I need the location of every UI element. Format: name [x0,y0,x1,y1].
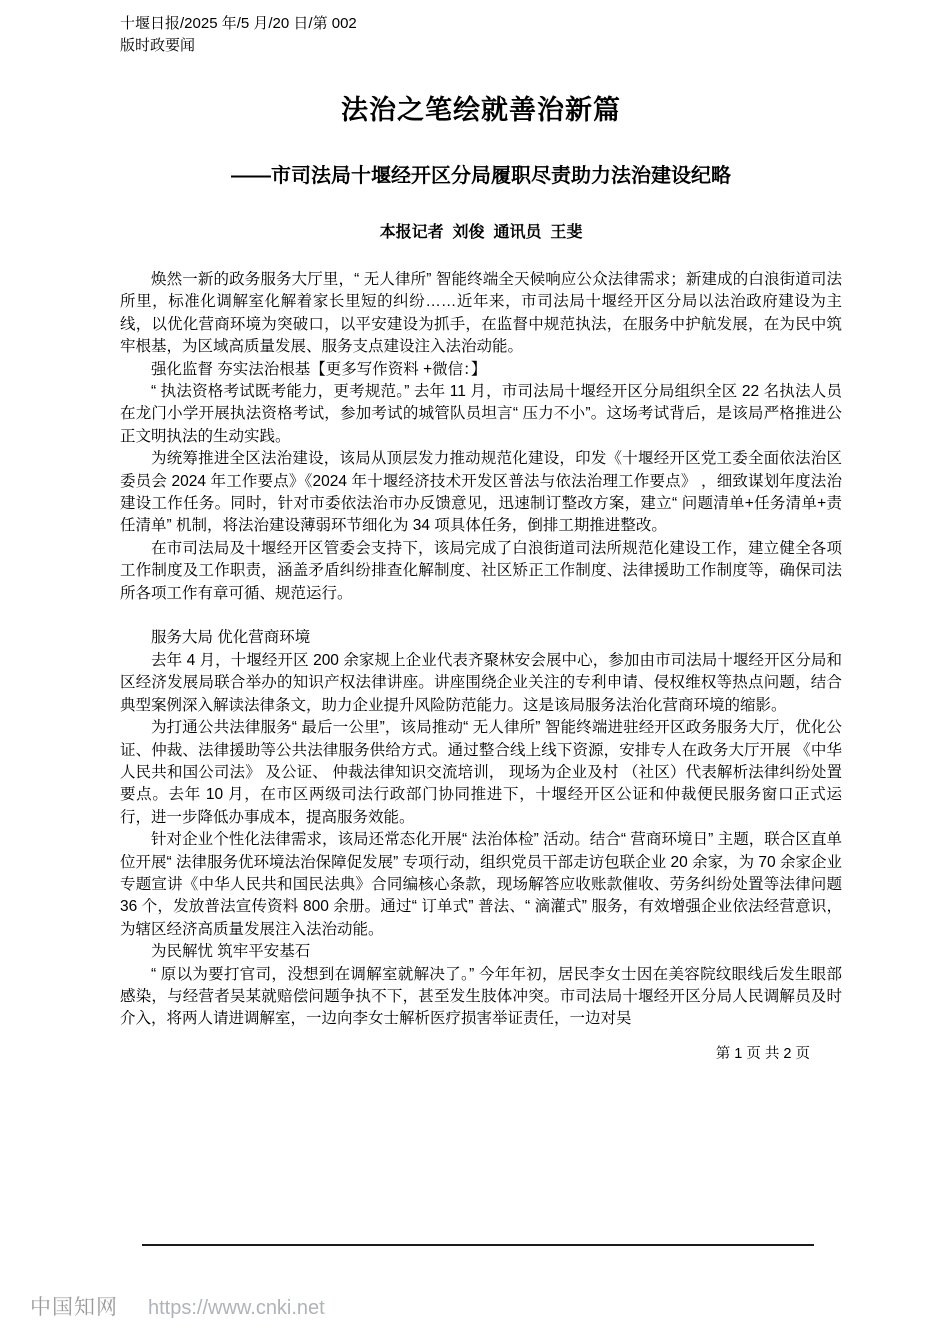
source-header-line-1: 十堰日报/2025 年/5 月/20 日/第 002 [120,15,357,32]
paragraph-3: 为统筹推进全区法治建设，该局从顶层发力推动规范化建设，印发《十堰经开区党工委全面依法治区委员会 2024 年工作要点》《2024 年十堰经济技术开发区普法与依法治理工作要点》 ，细致谋划年度法治建设工作任务。同时，针对市委依法治市办反馈意见，迅速制订整改方案，建立“ 问题清单+任务清单+责任清单” 机制，将法治建设薄弱环节细化为 34 项具体任务，倒排工期推进整改。 [120,450,842,535]
cnki-brand-logo: 中国知网 [30,1296,118,1319]
cnki-footer [30,1291,325,1321]
page-indicator: 第 1 页 共 2 页 [715,1045,810,1062]
source-header [120,0,842,57]
paragraph-8: “ 原以为要打官司，没想到在调解室就解决了。” 今年年初，居民李女士因在美容院纹眼线后发生眼部感染，与经营者吴某就赔偿问题争执不下，甚至发生肢体冲突。市司法局十堰经开区分局人民调解员及时介入，将两人请进调解室，一边向李女士解析医疗损害举证责任，一边对吴 [120,965,842,1028]
document-content [120,0,842,1063]
article-subtitle: ——市司法局十堰经开区分局履职尽责助力法治建设纪略 [231,165,731,187]
article-byline: 本报记者 刘俊 通讯员 王斐 [379,224,583,241]
paragraph-4: 在市司法局及十堰经开区管委会支持下，该局完成了白浪街道司法所规范化建设工作，建立健全各项工作制度及工作职责，涵盖矛盾纠纷排查化解制度、社区矫正工作制度、法律援助工作制度等，确保司法所各项工作有章可循、规范运行。 [120,539,842,602]
section-heading-supervision: 强化监督 夯实法治根基【更多写作资料 +微信：】 [151,360,487,378]
paragraph-6: 为打通公共法律服务“ 最后一公里”，该局推动“ 无人律所” 智能终端进驻经开区政务服务大厅，优化公证、仲裁、法律援助等公共法律服务供给方式。通过整合线上线下资源，安排专人在政务大厅开展 《中华人民共和国公司法》 及公证、 仲裁法律知识交流培训， 现场为企业及村 （社区）代表解析法律纠纷处置要点。去年 10 月，在市区两级司法行政部门协同推进下，十堰经开区公证和仲裁便民服务窗口正式运行，进一步降低办事成本，提高服务效能。 [120,719,842,826]
section-heading-business: 服务大局 优化营商环境 [151,629,311,647]
paragraph-2: “ 执法资格考试既考能力，更考规范。” 去年 11 月，市司法局十堰经开区分局组织全区 22 名执法人员在龙门小学开展执法资格考试，参加考试的城管队员坦言“ 压力不小”。这场考试背后，是该局严格推进公正文明执法的生动实践。 [120,383,842,445]
paragraph-5: 去年 4 月，十堰经开区 200 余家规上企业代表齐聚林安会展中心，参加由市司法局十堰经开区分局和区经济发展局联合举办的知识产权法律讲座。讲座围绕企业关注的专利申请、侵权维权等热点问题，结合典型案例深入解读法律条文，助力企业提升风险防范能力。这是该局服务法治化营商环境的缩影。 [120,651,842,714]
footer-divider [142,1244,814,1246]
article-body [120,269,842,1031]
cnki-url-link[interactable]: https://www.cnki.net [148,1297,325,1319]
paragraph-7: 针对企业个性化法律需求，该局还常态化开展“ 法治体检” 活动。结合“ 营商环境日” 主题，联合区直单位开展“ 法律服务优环境法治保障促发展” 专项行动，组织党员干部走访包联企业 20 余家，为 70 余家企业专题宣讲《中华人民共和国民法典》合同编核心条款，现场解答应收账款催收、劳务纠纷处置等法律问题 36 个，发放普法宣传资料 800 余册。通过“ 订单式” 普法、“ 滴灌式” 服务，有效增强企业依法经营意识，为辖区经济高质量发展注入法治动能。 [120,831,842,938]
article-title: 法治之笔绘就善治新篇 [341,95,621,125]
paragraph-1: 焕然一新的政务服务大厅里，“ 无人律所” 智能终端全天候响应公众法律需求；新建成的白浪街道司法所里，标准化调解室化解着家长里短的纠纷……近年来，市司法局十堰经开区分局以法治政府建设为主线，以优化营商环境为突破口，以平安建设为抓手，在监督中规范执法，在服务中护航发展，在为民中筑牢根基，为区域高质量发展、服务支点建设注入法治动能。 [120,271,842,356]
section-heading-people: 为民解忧 筑牢平安基石 [151,943,311,961]
source-header-line-2: 版时政要闻 [120,37,196,54]
